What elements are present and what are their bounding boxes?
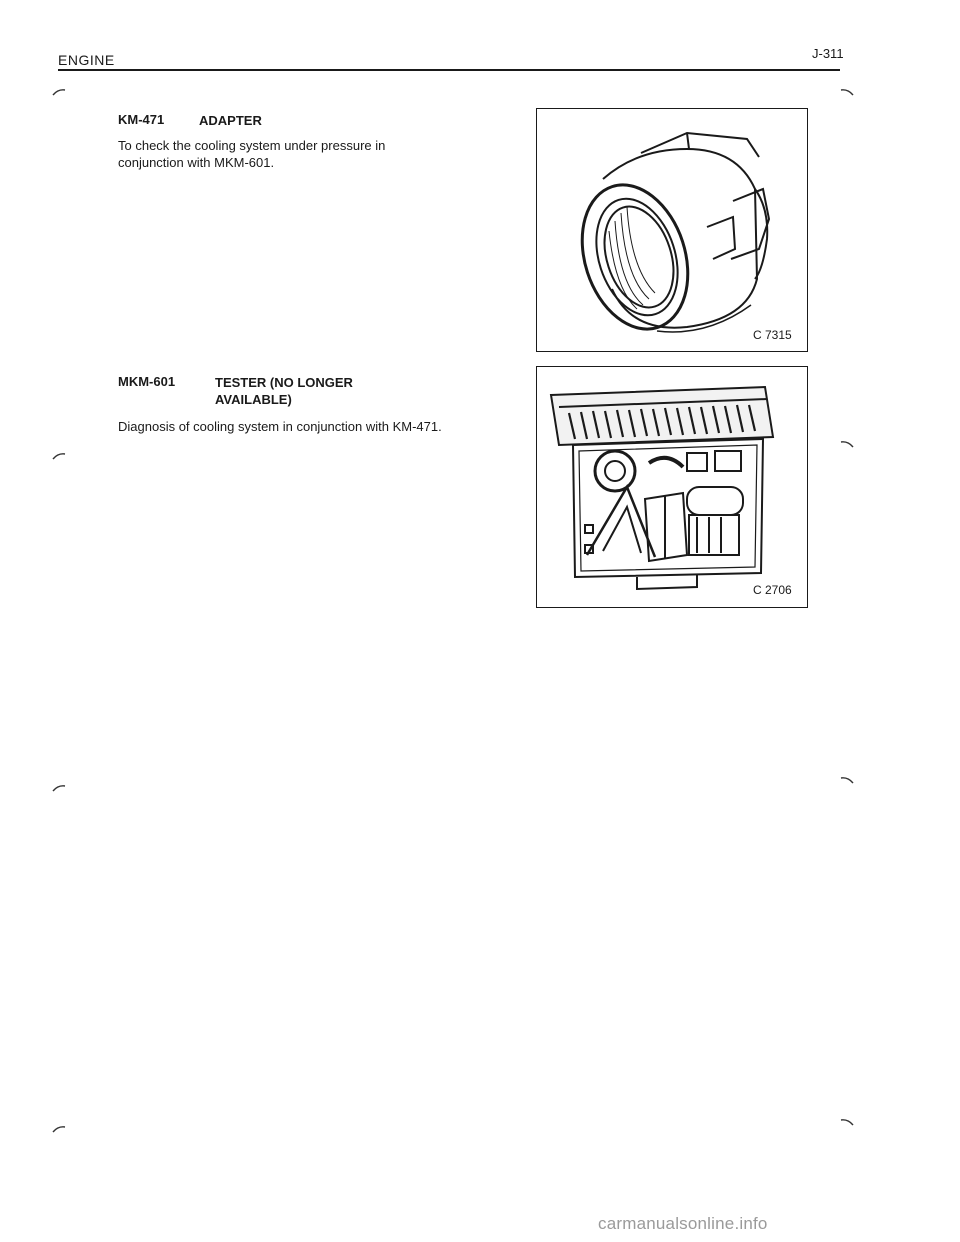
corner-mark-icon <box>52 1125 66 1133</box>
tester-kit-illustration <box>537 367 807 607</box>
corner-mark-icon <box>52 784 66 792</box>
figure-label: C 7315 <box>753 328 792 342</box>
page-number: J-311 <box>812 46 844 61</box>
corner-mark-icon <box>52 452 66 460</box>
tool-title: ADAPTER <box>199 113 262 128</box>
figure-label: C 2706 <box>753 583 792 597</box>
header-rule <box>58 69 840 71</box>
tool-title: TESTER (NO LONGER AVAILABLE) <box>215 375 353 407</box>
section-title: ENGINE <box>58 52 115 68</box>
tool-description: To check the cooling system under pressure in conjunction with MKM-601. <box>118 138 386 170</box>
corner-mark-icon <box>840 440 854 448</box>
figure-tester-kit <box>536 366 808 608</box>
corner-mark-icon <box>840 1118 854 1126</box>
watermark: carmanualsonline.info <box>598 1214 768 1233</box>
figure-adapter <box>536 108 808 352</box>
adapter-illustration <box>537 109 807 351</box>
tool-code: MKM-601 <box>118 374 176 389</box>
tool-code: KM-471 <box>118 112 165 127</box>
tool-description: Diagnosis of cooling system in conjunction with KM-471. <box>118 419 442 434</box>
corner-mark-icon <box>840 88 854 96</box>
corner-mark-icon <box>840 776 854 784</box>
corner-mark-icon <box>52 88 66 96</box>
